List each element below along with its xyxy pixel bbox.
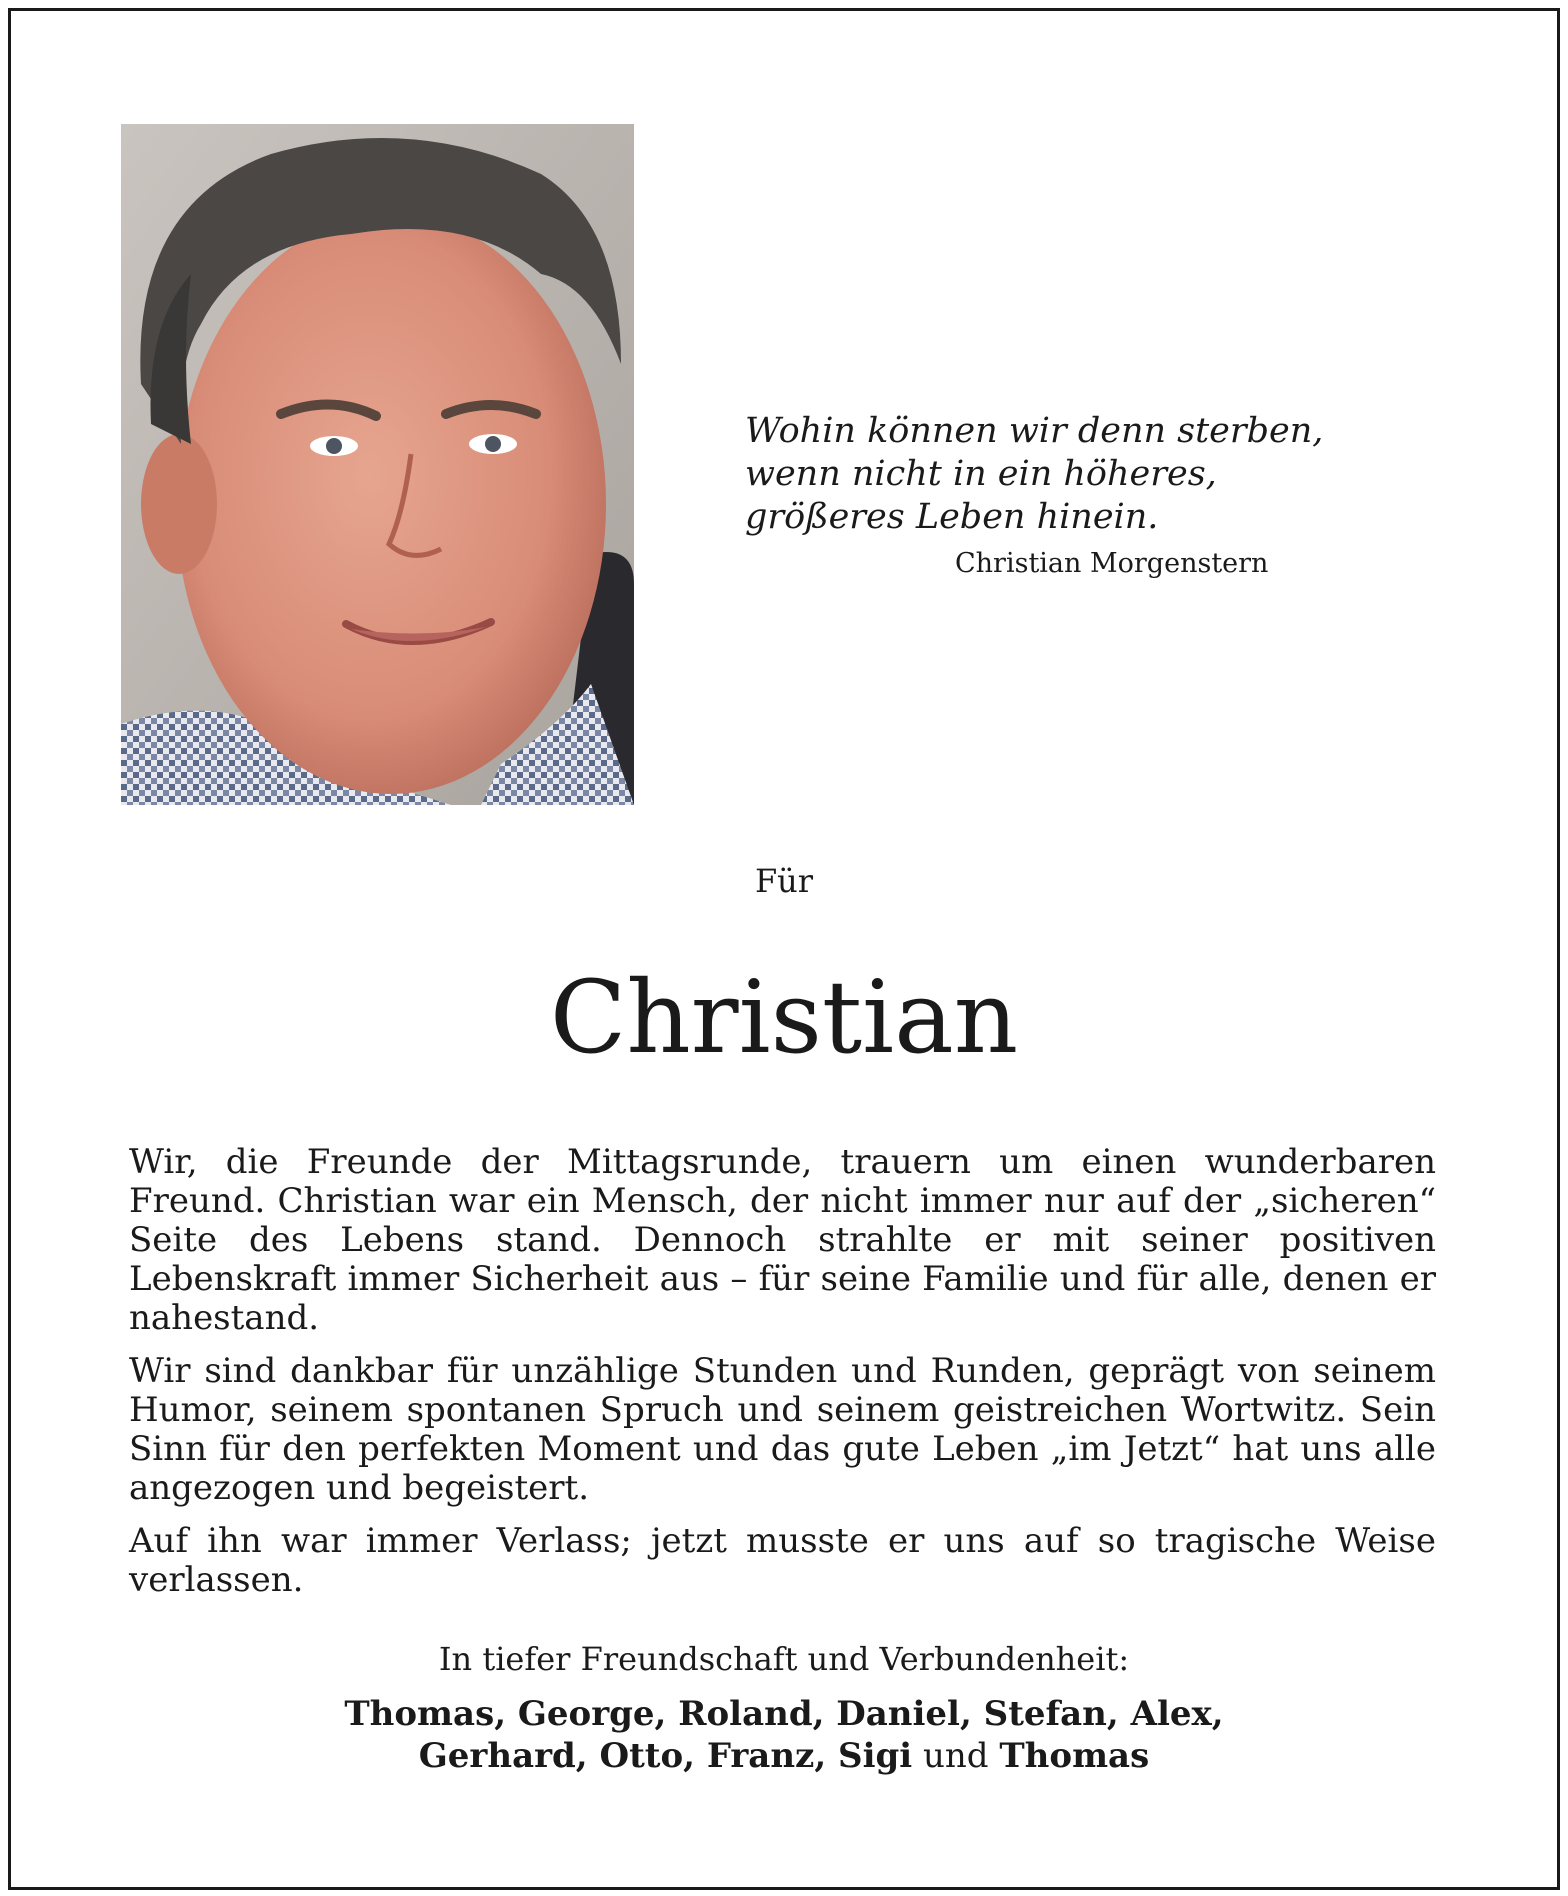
tribute-paragraph: Wir, die Freunde der Mittagsrunde, trauern um einen wunderbaren Freund. Christian war ein Mensch, der nicht immer nur auf der „sicheren“ Seite des Lebens stand. Dennoch strahlte er mit seiner positiven Lebenskraft immer Sicherheit aus – für seine Familie und für alle, denen er nahestand. [129, 1142, 1436, 1338]
quote-block [745, 410, 1324, 539]
deceased-name: Christian [549, 959, 1019, 1076]
portrait-photo [121, 124, 634, 805]
signature-connector: und [923, 1736, 989, 1776]
tribute-text [129, 1143, 1436, 1600]
portrait-illustration [121, 124, 634, 805]
tribute-paragraph: Auf ihn war immer Verlass; jetzt musste er uns auf so tragische Weise verlassen. [129, 1521, 1436, 1600]
signature-block [0, 1693, 1568, 1777]
signature-names: Thomas, George, Roland, Daniel, Stefan, Alex, [344, 1694, 1224, 1734]
signature-names: Gerhard, Otto, Franz, Sigi [418, 1736, 913, 1776]
quote-author: Christian Morgenstern [955, 548, 1269, 579]
dedication-label: Für [754, 862, 814, 900]
quote-line: Wohin können wir denn sterben, [745, 411, 1324, 451]
closing-line: In tiefer Freundschaft und Verbundenheit: [438, 1640, 1130, 1678]
signature-last-name: Thomas [999, 1736, 1150, 1776]
quote-line: größeres Leben hinein. [745, 497, 1159, 537]
quote-line: wenn nicht in ein höheres, [745, 454, 1217, 494]
tribute-paragraph: Wir sind dankbar für unzählige Stunden und Runden, geprägt von seinem Humor, seinem spontanen Spruch und seinem geistreichen Wortwitz. Sein Sinn für den perfekten Moment und das gute Leben „im Jetzt“ hat uns alle angezogen und begeistert. [129, 1351, 1436, 1508]
